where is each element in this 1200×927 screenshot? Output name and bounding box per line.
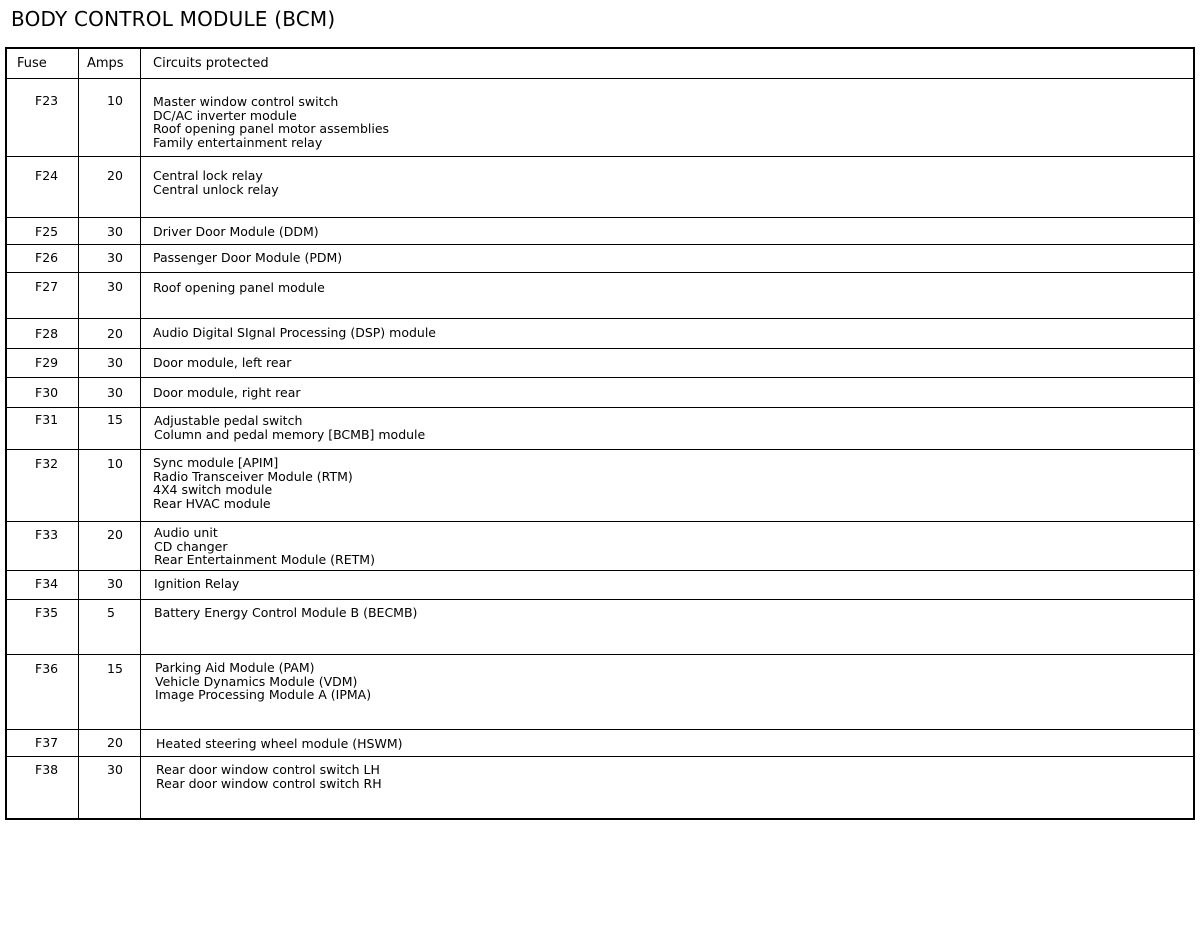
circuit-item: Adjustable pedal switch	[154, 413, 303, 428]
circuit-item: Radio Transceiver Module (RTM)	[153, 468, 353, 484]
cell-amps	[79, 157, 141, 217]
cell-circuits	[141, 157, 1193, 217]
fuse-id: F31	[35, 412, 59, 427]
table-row	[7, 655, 1193, 730]
fuse-id: F34	[35, 576, 59, 591]
table-row	[7, 522, 1193, 571]
table-row	[7, 450, 1193, 522]
circuit-list	[153, 95, 389, 149]
cell-circuits	[141, 218, 1193, 244]
circuit-list	[154, 606, 417, 620]
cell-circuits	[141, 655, 1193, 729]
fuse-amps: 20	[107, 527, 123, 542]
fuse-id: F38	[35, 762, 59, 777]
cell-circuits	[141, 79, 1193, 156]
fuse-amps: 30	[107, 279, 123, 294]
cell-amps	[79, 655, 141, 729]
fuse-id: F28	[35, 326, 59, 341]
cell-amps	[79, 757, 141, 818]
cell-amps	[79, 218, 141, 244]
fuse-amps: 30	[107, 576, 123, 591]
fuse-amps: 20	[107, 326, 123, 341]
cell-circuits	[141, 600, 1193, 654]
cell-fuse	[7, 408, 79, 449]
fuse-amps: 30	[107, 224, 123, 239]
cell-fuse	[7, 655, 79, 729]
page-title: BODY CONTROL MODULE (BCM)	[11, 7, 336, 31]
fuse-amps: 20	[107, 168, 123, 183]
circuit-item: Ignition Relay	[154, 576, 240, 591]
circuit-item: Master window control switch	[153, 94, 339, 109]
cell-circuits	[141, 273, 1193, 318]
cell-fuse	[7, 218, 79, 244]
table-row	[7, 408, 1193, 450]
cell-amps	[79, 730, 141, 756]
circuit-list	[154, 414, 425, 441]
fuse-amps: 30	[107, 355, 123, 370]
cell-fuse	[7, 245, 79, 272]
fuse-amps: 30	[107, 250, 123, 265]
circuit-list	[156, 737, 403, 751]
cell-amps	[79, 273, 141, 318]
fuse-id: F33	[35, 527, 59, 542]
circuit-item: Door module, right rear	[153, 385, 301, 400]
cell-amps	[79, 450, 141, 521]
circuit-item: 4X4 switch module	[153, 482, 273, 497]
table-row	[7, 218, 1193, 245]
circuit-list	[154, 577, 239, 591]
circuit-item: Audio unit	[154, 525, 218, 540]
cell-circuits	[141, 408, 1193, 449]
fuse-amps: 30	[107, 762, 123, 777]
table-row	[7, 157, 1193, 218]
cell-amps	[79, 319, 141, 348]
cell-circuits	[141, 245, 1193, 272]
table-header-row	[7, 49, 1193, 79]
table-row	[7, 79, 1193, 157]
circuit-item: CD changer	[154, 538, 228, 554]
cell-amps	[79, 349, 141, 377]
circuit-item: Battery Energy Control Module B (BECMB)	[154, 605, 418, 620]
fuse-id: F24	[35, 168, 59, 183]
table-row	[7, 273, 1193, 319]
table-row	[7, 600, 1193, 655]
fuse-amps: 10	[107, 93, 123, 108]
circuit-list	[153, 326, 436, 340]
circuit-item: Rear door window control switch RH	[156, 775, 382, 791]
circuit-list	[153, 251, 342, 265]
circuit-list	[156, 763, 382, 790]
circuit-list	[153, 281, 325, 295]
cell-fuse	[7, 79, 79, 156]
fuse-amps: 20	[107, 735, 123, 750]
circuit-item: Door module, left rear	[153, 355, 292, 370]
cell-circuits	[141, 319, 1193, 348]
circuit-item: Column and pedal memory [BCMB] module	[154, 426, 426, 442]
fuse-id: F26	[35, 250, 59, 265]
circuit-item: Central unlock relay	[153, 181, 279, 197]
cell-circuits	[141, 450, 1193, 521]
cell-circuits	[141, 730, 1193, 756]
circuit-item: Heated steering wheel module (HSWM)	[156, 736, 403, 751]
circuit-item: DC/AC inverter module	[153, 107, 297, 123]
fuse-id: F29	[35, 355, 59, 370]
fuse-id: F36	[35, 661, 59, 676]
cell-fuse	[7, 730, 79, 756]
table-row	[7, 319, 1193, 349]
circuit-list	[153, 456, 353, 510]
table-row	[7, 349, 1193, 378]
table-row	[7, 245, 1193, 273]
header-fuse: Fuse	[17, 56, 47, 71]
cell-amps	[79, 79, 141, 156]
circuit-item: Rear HVAC module	[153, 495, 271, 511]
cell-circuits	[141, 378, 1193, 407]
cell-amps	[79, 571, 141, 599]
circuit-item: Roof opening panel module	[153, 280, 325, 295]
fuse-id: F23	[35, 93, 59, 108]
circuit-item: Central lock relay	[153, 168, 263, 183]
cell-fuse	[7, 600, 79, 654]
cell-amps	[79, 378, 141, 407]
circuit-item: Driver Door Module (DDM)	[153, 224, 319, 239]
cell-fuse	[7, 757, 79, 818]
cell-circuits	[141, 349, 1193, 377]
circuit-list	[153, 225, 319, 239]
cell-circuits	[141, 522, 1193, 570]
cell-amps	[79, 408, 141, 449]
fuse-table	[5, 47, 1195, 820]
cell-circuits	[141, 571, 1193, 599]
table-body	[7, 79, 1193, 818]
fuse-id: F27	[35, 279, 59, 294]
header-cell-fuse	[7, 49, 79, 78]
header-amps: Amps	[87, 56, 124, 71]
fuse-amps: 30	[107, 385, 123, 400]
cell-fuse	[7, 157, 79, 217]
cell-amps	[79, 600, 141, 654]
circuit-item: Family entertainment relay	[153, 134, 323, 150]
circuit-list	[153, 356, 291, 370]
fuse-amps: 15	[107, 661, 123, 676]
fuse-id: F37	[35, 735, 59, 750]
table-row	[7, 571, 1193, 600]
circuit-item: Rear door window control switch LH	[156, 762, 380, 777]
cell-amps	[79, 522, 141, 570]
circuit-item: Passenger Door Module (PDM)	[153, 250, 343, 265]
circuit-item: Image Processing Module A (IPMA)	[155, 687, 372, 702]
fuse-amps: 5	[107, 605, 115, 620]
circuit-item: Rear Entertainment Module (RETM)	[154, 552, 375, 567]
table-row	[7, 730, 1193, 757]
cell-fuse	[7, 273, 79, 318]
cell-fuse	[7, 319, 79, 348]
fuse-id: F32	[35, 456, 59, 471]
fuse-id: F35	[35, 605, 59, 620]
cell-fuse	[7, 522, 79, 570]
circuit-list	[153, 386, 301, 400]
circuit-item: Audio Digital SIgnal Processing (DSP) module	[153, 325, 436, 340]
table-row	[7, 757, 1193, 818]
circuit-list	[153, 169, 279, 196]
header-circuits: Circuits protected	[153, 56, 269, 71]
fuse-id: F30	[35, 385, 59, 400]
header-cell-amps	[79, 49, 141, 78]
fuse-amps: 15	[107, 412, 123, 427]
cell-fuse	[7, 450, 79, 521]
table-row	[7, 378, 1193, 408]
fuse-amps: 10	[107, 456, 123, 471]
circuit-list	[154, 526, 375, 567]
circuit-item: Vehicle Dynamics Module (VDM)	[155, 673, 358, 689]
circuit-list	[155, 661, 371, 702]
fuse-id: F25	[35, 224, 59, 239]
cell-fuse	[7, 378, 79, 407]
cell-amps	[79, 245, 141, 272]
cell-circuits	[141, 757, 1193, 818]
cell-fuse	[7, 571, 79, 599]
circuit-item: Sync module [APIM]	[153, 455, 279, 470]
cell-fuse	[7, 349, 79, 377]
circuit-item: Parking Aid Module (PAM)	[155, 660, 315, 675]
header-cell-circuits	[141, 49, 1193, 78]
circuit-item: Roof opening panel motor assemblies	[153, 121, 390, 136]
